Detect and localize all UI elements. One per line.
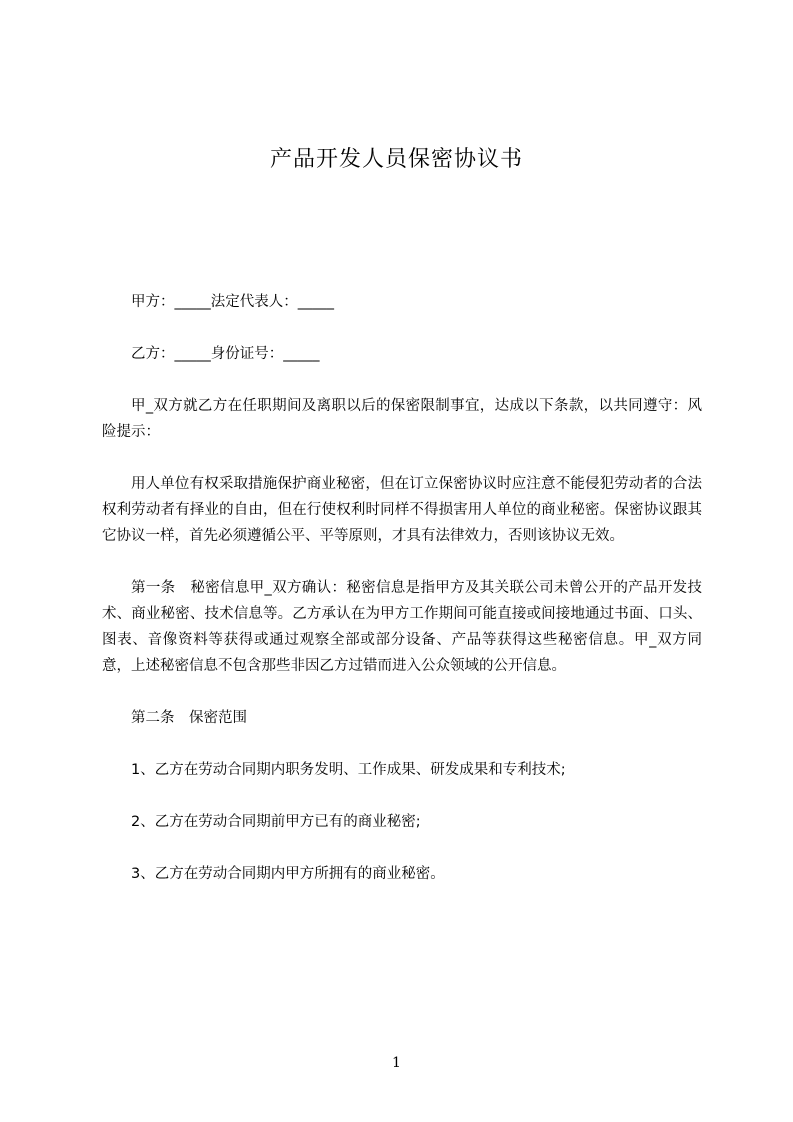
document-title: 产品开发人员保密协议书: [269, 147, 523, 172]
scope-item-1: 1、乙方在劳动合同期内职务发明、工作成果、研发成果和专利技术;: [131, 762, 566, 778]
scope-item-2: 2、乙方在劳动合同期前甲方已有的商业秘密;: [131, 814, 421, 830]
preamble-paragraph: 甲_双方就乙方在任职期间及离职以后的保密限制事宜，达成以下条款，以共同遵守：风险提示：: [102, 398, 702, 440]
page-number: 1: [392, 1055, 401, 1071]
party-b-line: 乙方：_____身份证号：_____: [131, 346, 320, 362]
article-two-heading: 第二条 保密范围: [131, 710, 247, 726]
risk-notice-paragraph: 用人单位有权采取措施保护商业秘密，但在订立保密协议时应注意不能侵犯劳动者的合法权利劳动者有择业的自由，但在行使权利时同样不得损害用人单位的商业秘密。保密协议跟其它协议一样，首先必须遵循公平、平等原则，才具有法律效力，否则该协议无效。: [102, 476, 702, 544]
party-a-line: 甲方：_____法定代表人：_____: [131, 294, 334, 310]
article-one-paragraph: 第一条 秘密信息甲_双方确认：秘密信息是指甲方及其关联公司未曾公开的产品开发技术、商业秘密、技术信息等。乙方承认在为甲方工作期间可能直接或间接地通过书面、口头、图表、音像资料等获得或通过观察全部或部分设备、产品等获得这些秘密信息。甲_双方同意，上述秘密信息不包含那些非因乙方过错而进入公众领域的公开信息。: [102, 580, 702, 674]
document-body: [102, 289, 702, 913]
scope-item-3: 3、乙方在劳动合同期内甲方所拥有的商业秘密。: [131, 866, 445, 882]
